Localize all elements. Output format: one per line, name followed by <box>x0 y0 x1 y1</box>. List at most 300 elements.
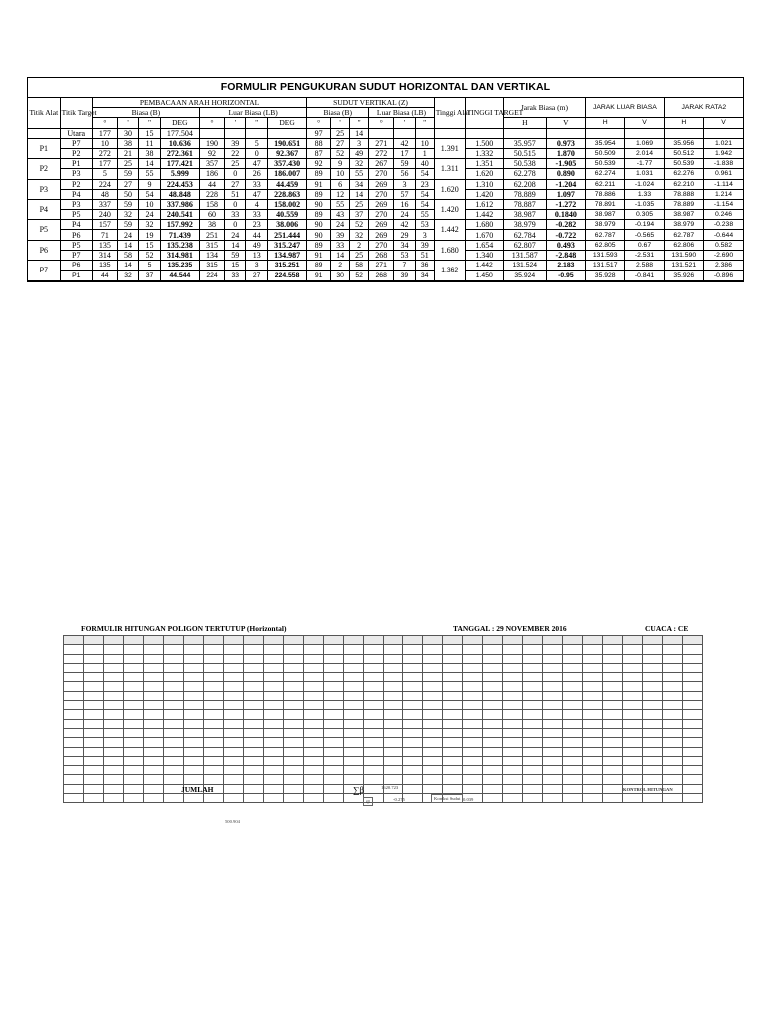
polygon-table-cell <box>603 673 623 682</box>
polygon-table-cell <box>83 766 103 775</box>
polygon-table-cell <box>563 756 583 765</box>
polygon-table-cell <box>463 682 483 691</box>
form2-weather: CUACA : CE <box>645 624 689 633</box>
table-cell: 40 <box>415 159 434 169</box>
polygon-table-cell <box>643 710 663 719</box>
polygon-table-cell <box>483 728 503 737</box>
polygon-table-cell <box>543 766 563 775</box>
polygon-table-cell <box>543 710 563 719</box>
table-cell: 38.979 <box>586 220 625 230</box>
polygon-table-cell <box>343 691 363 700</box>
table-cell: 224.558 <box>267 271 306 281</box>
polygon-table-cell <box>163 663 183 672</box>
table-cell: 38.979 <box>503 220 546 230</box>
polygon-table-cell <box>583 747 603 756</box>
polygon-table-cell <box>503 673 523 682</box>
polygon-table-cell <box>343 756 363 765</box>
table-cell: 87 <box>307 148 331 158</box>
polygon-table-cell <box>543 663 563 672</box>
polygon-table-cell <box>123 728 143 737</box>
table-cell: 32 <box>350 230 369 240</box>
polygon-table-cell <box>423 682 443 691</box>
header-row-3 <box>28 118 743 128</box>
table-cell: 39 <box>415 240 434 250</box>
polygon-table-cell <box>203 756 223 765</box>
polygon-table-cell <box>383 663 403 672</box>
polygon-table-cell <box>83 673 103 682</box>
polygon-table-cell <box>83 663 103 672</box>
table-cell: 91 <box>307 271 331 281</box>
table-cell: 224 <box>200 271 225 281</box>
table-cell: 9 <box>139 179 160 189</box>
polygon-table-cell <box>143 673 163 682</box>
polygon-table-row <box>64 691 703 700</box>
polygon-table-cell <box>64 794 84 803</box>
table-cell: 62.278 <box>503 169 546 179</box>
polygon-table-cell <box>463 673 483 682</box>
polygon-table-cell <box>263 673 283 682</box>
polygon-table-cell <box>303 719 323 728</box>
polygon-table-cell <box>603 682 623 691</box>
polygon-table-cell <box>463 766 483 775</box>
polygon-table-cell <box>503 645 523 654</box>
polygon-table-cell <box>123 691 143 700</box>
polygon-table-cell <box>543 738 563 747</box>
table-cell: 4 <box>246 199 267 209</box>
table-cell: 92.367 <box>267 148 306 158</box>
polygon-table-cell <box>563 784 583 793</box>
polygon-table-cell <box>643 794 663 803</box>
polygon-table-cell <box>603 719 623 728</box>
polygon-table-cell <box>263 766 283 775</box>
table-cell: 131.524 <box>503 261 546 271</box>
polygon-table-cell <box>383 682 403 691</box>
table-cell: -0.644 <box>703 230 743 240</box>
polygon-table-cell <box>463 654 483 663</box>
polygon-table-cell <box>623 766 643 775</box>
polygon-table-cell <box>603 710 623 719</box>
table-cell: 62.276 <box>664 169 703 179</box>
polygon-table-cell <box>303 710 323 719</box>
table-cell: 62.274 <box>586 169 625 179</box>
polygon-table-cell <box>83 775 103 784</box>
table-cell: 177.421 <box>160 159 199 169</box>
header-v: V <box>546 118 585 128</box>
table-cell: 59 <box>117 199 138 209</box>
table-cell: 357.430 <box>267 159 306 169</box>
header-instrument-height: Tinggi Alat <box>434 98 465 128</box>
header-station: Titik Alat <box>28 98 60 128</box>
table-cell: 177.504 <box>160 128 199 138</box>
polygon-table-cell <box>64 766 84 775</box>
polygon-table-row <box>64 673 703 682</box>
table-cell: 267 <box>369 159 394 169</box>
polygon-table-cell <box>603 654 623 663</box>
polygon-table-cell <box>283 710 303 719</box>
table-cell: 30 <box>117 128 138 138</box>
header-unit: ' <box>225 118 246 128</box>
polygon-table-cell <box>483 766 503 775</box>
table-cell: 62.787 <box>586 230 625 240</box>
table-cell: 62.806 <box>664 240 703 250</box>
polygon-table-cell <box>403 756 423 765</box>
table-cell: 90 <box>307 230 331 240</box>
table-cell: 58 <box>117 250 138 260</box>
polygon-table-cell <box>64 784 84 793</box>
table-cell: 50.539 <box>664 159 703 169</box>
table-cell: 269 <box>369 230 394 240</box>
table-cell: 91 <box>307 179 331 189</box>
polygon-table-cell <box>423 766 443 775</box>
polygon-table-cell <box>403 691 423 700</box>
table-cell: -1.024 <box>625 179 664 189</box>
polygon-table-cell <box>343 636 363 645</box>
table-cell: 1 <box>415 148 434 158</box>
table-cell: 14 <box>117 261 138 271</box>
table-cell: 269 <box>369 220 394 230</box>
polygon-table-cell <box>183 794 203 803</box>
polygon-table-cell <box>463 756 483 765</box>
polygon-table-cell <box>563 794 583 803</box>
table-cell: 272 <box>369 148 394 158</box>
table-cell: 36 <box>415 261 434 271</box>
table-cell: 228 <box>200 189 225 199</box>
polygon-table-cell <box>483 738 503 747</box>
form-title: FORMULIR PENGUKURAN SUDUT HORIZONTAL DAN VERTIKAL <box>28 78 743 98</box>
table-row <box>28 138 743 148</box>
polygon-table-cell <box>403 775 423 784</box>
polygon-table-cell <box>683 673 703 682</box>
polygon-table-cell <box>623 710 643 719</box>
table-cell: 186.007 <box>267 169 306 179</box>
polygon-table-cell <box>303 728 323 737</box>
polygon-table-cell <box>283 728 303 737</box>
polygon-table-cell <box>203 673 223 682</box>
table-cell: 88 <box>307 138 331 148</box>
table-cell: 71 <box>92 230 117 240</box>
polygon-table-cell <box>683 710 703 719</box>
target-height: 1.340 <box>465 250 503 260</box>
polygon-table-cell <box>543 636 563 645</box>
table-row <box>28 189 743 199</box>
polygon-table-cell <box>523 747 543 756</box>
table-cell: 38 <box>200 220 225 230</box>
table-cell: 92 <box>200 148 225 158</box>
polygon-table-cell <box>443 701 463 710</box>
table-cell: 53 <box>415 220 434 230</box>
table-cell: 14 <box>117 240 138 250</box>
polygon-table-cell <box>463 663 483 672</box>
polygon-table-cell <box>143 645 163 654</box>
polygon-table-cell <box>343 682 363 691</box>
header-unit: ° <box>307 118 331 128</box>
polygon-table-cell <box>203 728 223 737</box>
polygon-table-cell <box>623 775 643 784</box>
polygon-table-cell <box>83 719 103 728</box>
polygon-table-cell <box>403 766 423 775</box>
polygon-table-cell <box>583 710 603 719</box>
polygon-table-cell <box>523 756 543 765</box>
table-cell: 47 <box>246 159 267 169</box>
polygon-table <box>63 635 703 803</box>
table-cell <box>586 128 625 138</box>
polygon-table-cell <box>223 775 243 784</box>
header-vertical-angle: SUDUT VERTIKAL (Z) <box>307 98 434 108</box>
table-cell: 131.517 <box>586 261 625 271</box>
polygon-table-cell <box>183 645 203 654</box>
table-cell: -0.194 <box>625 220 664 230</box>
table-cell: 48 <box>92 189 117 199</box>
polygon-table-cell <box>363 663 383 672</box>
polygon-table-cell <box>683 636 703 645</box>
polygon-table-cell <box>463 719 483 728</box>
polygon-table-cell <box>563 654 583 663</box>
polygon-table-cell <box>163 645 183 654</box>
polygon-table-cell <box>443 645 463 654</box>
polygon-table-cell <box>183 710 203 719</box>
polygon-table-cell <box>403 701 423 710</box>
polygon-table-row <box>64 663 703 672</box>
polygon-table-cell <box>683 663 703 672</box>
table-cell: 55 <box>415 210 434 220</box>
polygon-table-cell <box>523 728 543 737</box>
target-name: P6 <box>60 261 92 271</box>
table-cell <box>267 128 306 138</box>
polygon-table-cell <box>303 663 323 672</box>
polygon-table-cell <box>263 710 283 719</box>
polygon-table-cell <box>283 784 303 793</box>
form2-correction-value: 0.039 <box>463 797 474 802</box>
polygon-table-cell <box>283 766 303 775</box>
table-cell: 2 <box>350 240 369 250</box>
table-cell: 27 <box>331 138 350 148</box>
form2-total-label: JUMLAH <box>181 785 214 794</box>
polygon-table-cell <box>443 636 463 645</box>
table-cell: 14 <box>350 128 369 138</box>
table-cell: 34 <box>350 179 369 189</box>
polygon-table-cell <box>303 747 323 756</box>
polygon-table-cell <box>183 636 203 645</box>
table-cell: 135 <box>92 261 117 271</box>
polygon-table-cell <box>323 775 343 784</box>
polygon-table-cell <box>143 728 163 737</box>
polygon-table-cell <box>323 794 343 803</box>
polygon-table-cell <box>143 636 163 645</box>
header-unit: ° <box>200 118 225 128</box>
polygon-table-cell <box>483 784 503 793</box>
table-cell: 50.538 <box>503 159 546 169</box>
table-cell: 0.582 <box>703 240 743 250</box>
polygon-table-cell <box>243 663 263 672</box>
polygon-table-cell <box>283 738 303 747</box>
table-cell: 27 <box>246 271 267 281</box>
polygon-table-cell <box>583 775 603 784</box>
polygon-table-cell <box>483 682 503 691</box>
table-cell: 0 <box>225 199 246 209</box>
table-cell: 270 <box>369 189 394 199</box>
polygon-table-cell <box>543 784 563 793</box>
polygon-table-cell <box>363 710 383 719</box>
table-cell: 14 <box>350 189 369 199</box>
polygon-table-cell <box>443 673 463 682</box>
polygon-table-cell <box>403 663 423 672</box>
polygon-table-cell <box>483 663 503 672</box>
polygon-table-cell <box>383 701 403 710</box>
table-cell: 33 <box>331 240 350 250</box>
table-cell: 38 <box>139 148 160 158</box>
table-cell: 38 <box>117 138 138 148</box>
polygon-table-cell <box>603 747 623 756</box>
polygon-table-cell <box>303 775 323 784</box>
table-row <box>28 159 743 169</box>
polygon-table-cell <box>343 738 363 747</box>
table-cell: 44 <box>200 179 225 189</box>
polygon-table-cell <box>603 663 623 672</box>
polygon-table-cell <box>263 645 283 654</box>
form2-sigma-symbol: ∑β <box>353 785 364 795</box>
polygon-table-cell <box>523 673 543 682</box>
polygon-table-cell <box>203 682 223 691</box>
measurement-form <box>27 77 744 282</box>
polygon-table-cell <box>303 766 323 775</box>
table-cell: -2.690 <box>703 250 743 260</box>
polygon-table-cell <box>683 682 703 691</box>
polygon-table-cell <box>263 663 283 672</box>
polygon-table-cell <box>543 682 563 691</box>
polygon-table-cell <box>243 682 263 691</box>
polygon-table-cell <box>143 775 163 784</box>
header-face-left: Biasa (B) <box>92 108 199 118</box>
polygon-table-cell <box>163 710 183 719</box>
polygon-table-cell <box>603 701 623 710</box>
table-cell: 0.67 <box>625 240 664 250</box>
table-cell: 54 <box>139 189 160 199</box>
polygon-table-cell <box>443 691 463 700</box>
polygon-table-cell <box>203 766 223 775</box>
polygon-table-cell <box>463 701 483 710</box>
polygon-table-cell <box>283 663 303 672</box>
polygon-table-cell <box>163 636 183 645</box>
polygon-table-cell <box>323 728 343 737</box>
polygon-table-cell <box>423 673 443 682</box>
polygon-table-cell <box>583 701 603 710</box>
polygon-table-cell <box>123 756 143 765</box>
polygon-table-cell <box>143 738 163 747</box>
table-cell: 62.208 <box>503 179 546 189</box>
table-cell: -0.238 <box>703 220 743 230</box>
table-cell: 16 <box>394 199 415 209</box>
polygon-table-cell <box>343 775 363 784</box>
polygon-table-cell <box>163 728 183 737</box>
polygon-table-cell <box>643 636 663 645</box>
table-cell: -1.204 <box>546 179 585 189</box>
table-cell: 60 <box>200 210 225 220</box>
target-height: 1.654 <box>465 240 503 250</box>
polygon-table-cell <box>263 794 283 803</box>
polygon-table-cell <box>323 710 343 719</box>
table-cell: 2.588 <box>625 261 664 271</box>
table-cell: 54 <box>415 169 434 179</box>
table-cell: 97 <box>307 128 331 138</box>
header-row-1 <box>28 98 743 108</box>
table-cell <box>546 128 585 138</box>
polygon-table-cell <box>243 673 263 682</box>
polygon-table-cell <box>103 784 123 793</box>
table-cell: 251 <box>200 230 225 240</box>
polygon-table-cell <box>523 636 543 645</box>
instrument-height: 1.680 <box>434 240 465 260</box>
polygon-table-cell <box>483 691 503 700</box>
polygon-table-cell <box>683 645 703 654</box>
polygon-table-cell <box>383 636 403 645</box>
table-cell: 50.512 <box>664 148 703 158</box>
table-cell: 30 <box>331 271 350 281</box>
table-cell: 10 <box>415 138 434 148</box>
table-cell <box>625 128 664 138</box>
polygon-table-row <box>64 756 703 765</box>
polygon-table-cell <box>243 728 263 737</box>
polygon-table-cell <box>403 794 423 803</box>
table-row <box>28 220 743 230</box>
polygon-table-cell <box>323 719 343 728</box>
polygon-table-row <box>64 682 703 691</box>
table-cell: 33 <box>225 210 246 220</box>
station-name: P5 <box>28 220 60 240</box>
polygon-table-cell <box>563 645 583 654</box>
polygon-table-cell <box>463 728 483 737</box>
polygon-table-cell <box>623 738 643 747</box>
polygon-table-cell <box>243 766 263 775</box>
polygon-table-cell <box>323 636 343 645</box>
polygon-table-cell <box>683 794 703 803</box>
polygon-table-cell <box>503 682 523 691</box>
polygon-table-cell <box>303 636 323 645</box>
polygon-table-cell <box>64 719 84 728</box>
header-unit: ° <box>369 118 394 128</box>
polygon-table-cell <box>523 663 543 672</box>
polygon-table-row <box>64 636 703 645</box>
polygon-table-cell <box>503 747 523 756</box>
polygon-table-cell <box>563 673 583 682</box>
table-cell: 33 <box>225 271 246 281</box>
polygon-table-cell <box>183 756 203 765</box>
polygon-table-cell <box>643 775 663 784</box>
table-cell: 0.973 <box>546 138 585 148</box>
polygon-table-cell <box>643 766 663 775</box>
target-height: 1.670 <box>465 230 503 240</box>
polygon-table-cell <box>603 645 623 654</box>
table-cell: 224 <box>92 179 117 189</box>
polygon-table-cell <box>323 766 343 775</box>
polygon-table-cell <box>423 710 443 719</box>
table-cell: 58 <box>350 261 369 271</box>
target-name: P5 <box>60 210 92 220</box>
polygon-table-cell <box>203 794 223 803</box>
header-unit: " <box>246 118 267 128</box>
table-cell: 270 <box>369 169 394 179</box>
polygon-table-cell <box>143 719 163 728</box>
table-cell: 251.444 <box>267 230 306 240</box>
polygon-table-cell <box>343 747 363 756</box>
polygon-table-cell <box>403 728 423 737</box>
polygon-table-cell <box>183 728 203 737</box>
polygon-table-cell <box>523 775 543 784</box>
table-cell: 2 <box>331 261 350 271</box>
polygon-table-cell <box>623 645 643 654</box>
table-cell: 90 <box>307 199 331 209</box>
table-cell: 21 <box>117 148 138 158</box>
table-cell: 135.238 <box>160 240 199 250</box>
